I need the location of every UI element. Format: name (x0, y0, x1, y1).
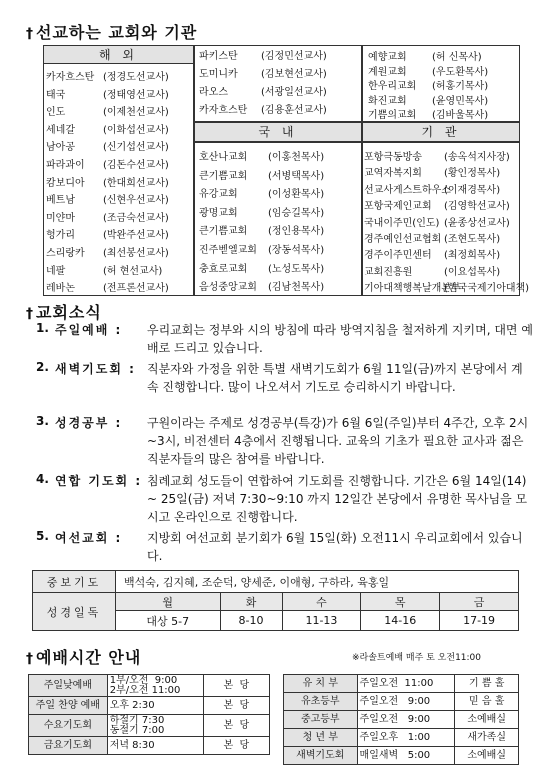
person-name: (김용훈선교사) (261, 105, 327, 116)
person-name: (허홍기목사) (432, 81, 489, 92)
person-name: (김정민선교사) (261, 51, 327, 62)
person-name: (한국국제기아대책) (444, 283, 530, 295)
person-name: (김돈수선교사) (103, 160, 169, 171)
place-name: 진주벧엘교회 (199, 245, 257, 256)
place-name: 음성중앙교회 (199, 282, 257, 294)
worship-time: 1부/오전 9:00 2부/오전 11:00 (107, 675, 203, 697)
person-name: (조현도목사) (444, 234, 501, 245)
place-name: 카자흐스탄 (46, 72, 95, 83)
mission-title-text: 선교하는 교회와 기관 (36, 23, 198, 42)
worship-row (284, 675, 519, 693)
bible-day: 수 (282, 593, 361, 611)
worship-place: 본 당 (203, 715, 269, 737)
person-name: (이요섭목사) (444, 266, 501, 278)
worship-name: 주일 찬양 예배 (29, 697, 108, 715)
person-name: (허 현선교사) (103, 265, 163, 277)
worship-note: ※라솔트예배 매주 토 오전11:00 (352, 653, 482, 663)
person-name: (이성환목사) (268, 189, 325, 201)
worship-place: 본 당 (203, 737, 269, 755)
place-name: 선교사게스트하우스 (364, 184, 451, 196)
person-name: (장동석목사) (268, 245, 325, 256)
place-name: 파라과이 (46, 160, 85, 171)
worship-time: 매일새벽 5:00 (357, 747, 455, 765)
place-name: 국내이주민(인도) (364, 217, 440, 229)
org-header: 기 관 (362, 122, 520, 142)
worship-row (284, 711, 519, 729)
place-name: 계원교회 (368, 66, 407, 78)
news-item-label: 성경공부 : (55, 416, 123, 430)
place-name: 교역자복지회 (364, 168, 422, 180)
place-name: 기쁨의교회 (368, 110, 417, 121)
bible-range: 8-10 (220, 611, 282, 631)
place-name: 헝가리 (46, 230, 75, 242)
worship-place: 소예배실 (455, 747, 519, 765)
place-name: 라오스 (199, 87, 228, 98)
worship-row (284, 729, 519, 747)
worship-row (29, 697, 270, 715)
place-name: 포항국제인교회 (364, 201, 432, 213)
person-name: (김영학선교사) (444, 201, 510, 213)
person-name: (최정희목사) (444, 250, 501, 262)
worship-name: 청 년 부 (284, 729, 358, 747)
worship-place: 본 당 (203, 675, 269, 697)
worship-place: 소예배실 (455, 711, 519, 729)
worship-row (29, 715, 270, 737)
bible-day: 금 (440, 593, 519, 611)
news-item-text: 구원이라는 주제로 성경공부(특강)가 6월 6일(주일)부터 4주간, 오후 2시~3시, 비전센터 4층에서 진행됩니다. 교육의 기초가 필요한 교사과 젊은 직분자들의 많은 참여를 바랍니다. (147, 416, 529, 466)
person-name: (조금숙선교사) (103, 212, 169, 224)
place-name: 베트남 (46, 195, 75, 207)
worship-time: 주일오전 9:00 (357, 693, 455, 711)
person-name: (우도환목사) (432, 66, 489, 78)
place-name: 호산나교회 (199, 152, 248, 163)
person-name: (임승길목사) (268, 207, 325, 219)
cross-icon: † (26, 306, 34, 322)
news-title-text: 교회소식 (36, 303, 102, 322)
news-item-label: 연합 기도회 : (55, 474, 143, 488)
place-name: 한우리교회 (368, 81, 417, 92)
bible-day: 목 (361, 593, 440, 611)
worship-title-text: 예배시간 안내 (36, 648, 142, 667)
person-name: (서병택목사) (268, 170, 325, 182)
place-name: 광명교회 (199, 207, 238, 219)
place-name: 태국 (46, 89, 66, 101)
person-name: (윤종상선교사) (444, 217, 510, 229)
person-name: (송옥석지사장) (444, 152, 510, 163)
person-name: (황인정목사) (444, 168, 501, 180)
worship-time: 주일오전 9:00 (357, 711, 455, 729)
news-item-text: 우리교회는 정부와 시의 방침에 따라 방역지침을 철저하게 지키며, 대면 예배로 드리고 있습니다. (147, 323, 533, 355)
bible-range: 14-16 (361, 611, 440, 631)
place-name: 기아대책행복날개본부 (364, 283, 461, 295)
worship-name: 수요기도회 (29, 715, 108, 737)
place-name: 예향교회 (368, 52, 407, 63)
person-name: (서광일선교사) (261, 87, 327, 98)
bible-range: 11-13 (282, 611, 361, 631)
worship-name: 새벽기도회 (284, 747, 358, 765)
person-name: (최선봉선교사) (103, 248, 169, 259)
worship-name: 금요기도회 (29, 737, 108, 755)
place-name: 도미니카 (199, 69, 238, 80)
worship-time: 하절기 7:30 동절기 7:00 (107, 715, 203, 737)
worship-time: 주일오전 11:00 (357, 675, 455, 693)
news-item-text: 지방회 여선교회 분기회가 6월 15일(화) 오전11시 우리교회에서 있습니다. (147, 531, 523, 563)
worship-name: 유초등부 (284, 693, 358, 711)
place-name: 교회진흥원 (364, 266, 413, 278)
place-name: 파키스탄 (199, 51, 238, 62)
person-name: (정경도선교사) (103, 72, 169, 83)
place-name: 레바논 (46, 283, 75, 295)
place-name: 캄보디아 (46, 177, 85, 189)
place-name: 충효로교회 (199, 263, 248, 275)
worship-row (284, 747, 519, 765)
worship-time: 주일오후 1:00 (357, 729, 455, 747)
person-name: (이화섭선교사) (103, 124, 169, 136)
worship-place: 기 쁨 홀 (455, 675, 519, 693)
place-name: 포항극동방송 (364, 152, 422, 163)
person-name: (이제천선교사) (103, 107, 169, 119)
person-name: (박완주선교사) (103, 230, 169, 242)
place-name: 세네갈 (46, 124, 75, 136)
place-name: 미얀마 (46, 212, 75, 224)
bible-reading-label: 성경일독 (33, 593, 116, 631)
person-name: (정태영선교사) (103, 89, 169, 101)
worship-place: 믿 음 홀 (455, 693, 519, 711)
news-item-text: 침례교회 성도들이 연합하여 기도회를 진행합니다. 기간은 6월 14일(14) ~ 25일(금) 저녁 7:30~9:10 까지 12일간 본당에서 유명한 목사님을 모시고 온라인으로 진행합니다. (147, 474, 528, 524)
news-section-title (26, 300, 102, 323)
news-item-number: 3. (36, 414, 49, 428)
person-name: (한대희선교사) (103, 177, 169, 189)
place-name: 큰기쁨교회 (199, 226, 248, 238)
prayer-label: 중보기도 (33, 571, 116, 593)
place-name: 경주이주민센터 (364, 250, 432, 262)
worship-place: 본 당 (203, 697, 269, 715)
news-item-number: 5. (36, 529, 49, 543)
news-item-label: 주일예배 : (55, 323, 123, 337)
news-item-number: 2. (36, 360, 49, 374)
person-name: (김보현선교사) (261, 69, 327, 80)
worship-right-table (283, 674, 519, 765)
news-item-number: 1. (36, 321, 49, 335)
bible-range: 17-19 (440, 611, 519, 631)
place-name: 큰기쁨교회 (199, 170, 248, 182)
person-name: (이홍천목사) (268, 152, 325, 163)
place-name: 유강교회 (199, 189, 238, 201)
abroad-header: 해 외 (43, 45, 194, 64)
person-name: (신현우선교사) (103, 195, 169, 207)
place-name: 남아공 (46, 142, 75, 154)
cross-icon: † (26, 26, 34, 42)
domestic-header: 국 내 (194, 122, 362, 142)
person-name: (정인용목사) (268, 226, 325, 238)
place-name: 화진교회 (368, 95, 407, 107)
worship-name: 유 치 부 (284, 675, 358, 693)
place-name: 스리랑카 (46, 248, 85, 259)
person-name: (김남천목사) (268, 282, 325, 294)
news-item-label: 새벽기도회 : (55, 362, 136, 376)
mission-section-title (26, 20, 197, 43)
person-name: (이재경목사) (444, 184, 501, 196)
place-name: 경주예인선교협회 (364, 234, 442, 245)
worship-time: 저녁 8:30 (107, 737, 203, 755)
worship-row (29, 675, 270, 697)
worship-place: 새가족실 (455, 729, 519, 747)
person-name: (신기섭선교사) (103, 142, 169, 154)
worship-name: 주일낮예배 (29, 675, 108, 697)
prayer-names: 백석숙, 김지혜, 조순덕, 양세준, 이애형, 구하라, 육홍일 (116, 571, 519, 593)
worship-row (284, 693, 519, 711)
place-name: 카자흐스탄 (199, 105, 248, 116)
news-item-number: 4. (36, 472, 49, 486)
person-name: (전프론선교사) (103, 283, 169, 295)
person-name: (노성도목사) (268, 263, 325, 275)
person-name: (윤영민목사) (432, 95, 489, 107)
prayer-bible-table (32, 570, 519, 631)
bible-range: 대상 5-7 (116, 611, 221, 631)
place-name: 인도 (46, 107, 66, 119)
worship-time: 오후 2:30 (107, 697, 203, 715)
person-name: (허 신목사) (432, 52, 482, 63)
worship-section-title (26, 645, 141, 668)
worship-left-table (28, 674, 270, 755)
worship-row (29, 737, 270, 755)
bible-day: 화 (220, 593, 282, 611)
news-item-label: 여선교회 : (55, 531, 123, 545)
news-item-text: 직분자와 가정을 위한 특별 새벽기도회가 6월 11일(금)까지 본당에서 계속 진행합니다. 많이 나오셔서 기도로 승리하시기 바랍니다. (147, 362, 523, 394)
worship-name: 중고등부 (284, 711, 358, 729)
cross-icon: † (26, 651, 34, 667)
bible-day: 월 (116, 593, 221, 611)
person-name: (김바울목사) (432, 110, 489, 121)
place-name: 네팔 (46, 265, 66, 277)
